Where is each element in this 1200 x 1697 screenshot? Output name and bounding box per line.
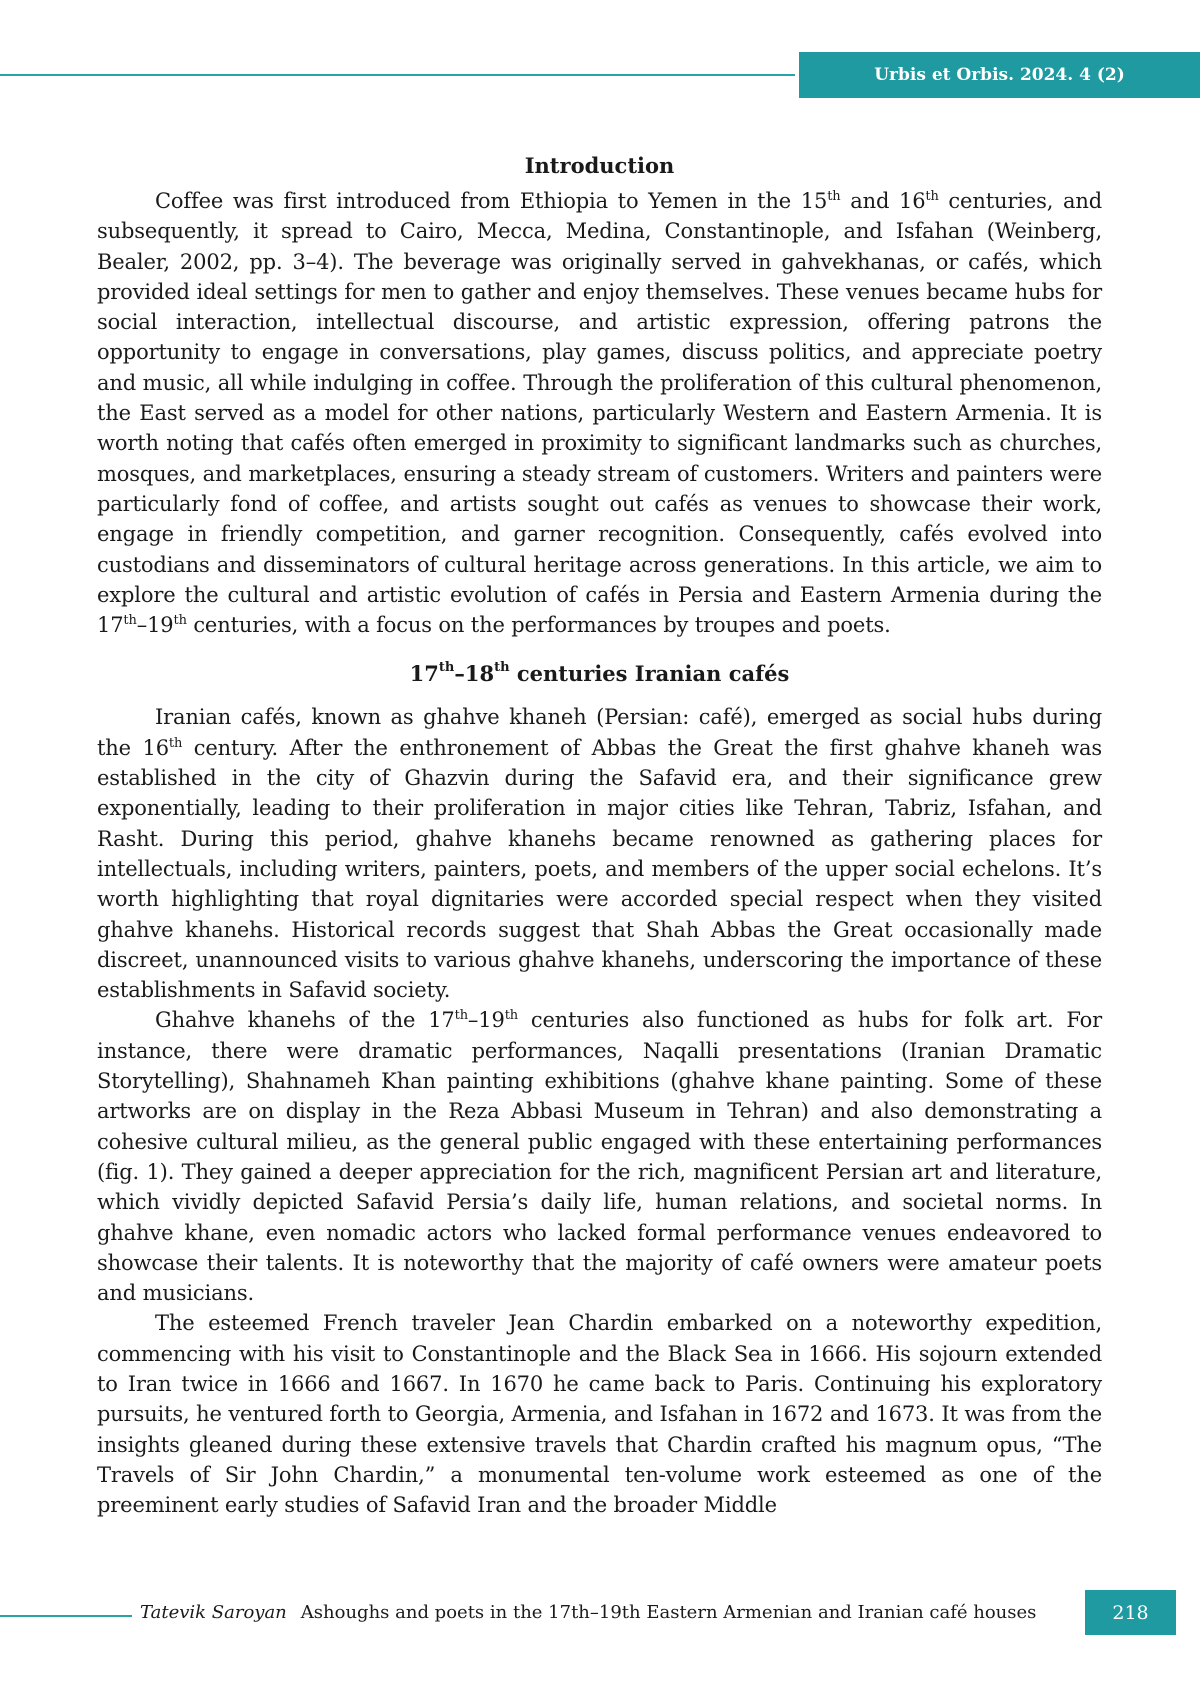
text-run: century. After the enthronement of Abbas the Great the first ghahve khaneh was established in the city of Ghazvin during the Safavid era, and their significance grew exponentially, leading to their proliferation in major cities like Tehran, Tabriz, Isfahan, and Rasht. During this period, ghahve khanehs became renowned as gathering places for intellectuals, including writers, painters, poets, and members of the upper social echelons. It’s worth highlighting that royal dignitaries were accorded special respect when they visited ghahve khanehs. Historical records suggest that Shah Abbas the Great occasionally made discreet, unannounced visits to various ghahve khanehs, underscoring the importance of these establishments in Safavid society.: [97, 735, 1102, 1003]
section-heading-iranian-cafes: [97, 658, 1102, 690]
superscript: th: [494, 660, 510, 676]
superscript: th: [168, 735, 183, 751]
text-run: The esteemed French traveler Jean Chardin embarked on a noteworthy expedition, commencing with his visit to Constantinople and the Black Sea in 1666. His sojourn extended to Iran twice in 1666 and 1667. In 1670 he came back to Paris. Continuing his exploratory pursuits, he ventured forth to Georgia, Armenia, and Isfahan in 1672 and 1673. It was from the insights gleaned during these extensive travels that Chardin crafted his magnum opus, “The Travels of Sir John Chardin,” a monumental ten-volume work esteemed as one of the preeminent early studies of Safavid Iran and the broader Middle: [97, 1311, 1102, 1518]
paragraph: [97, 702, 1102, 1005]
text-run: Coffee was first introduced from Ethiopia to Yemen in the 15: [155, 189, 828, 213]
article-body: [97, 150, 1102, 1520]
journal-title: Urbis et Orbis. 2024. 4 (2): [874, 65, 1125, 85]
header-rule: [0, 74, 795, 76]
superscript: th: [173, 613, 187, 629]
page-number-box: [1085, 1590, 1176, 1635]
footer-article-title: Ashoughs and poets in the 17th–19th Eastern Armenian and Iranian café houses: [300, 1602, 1037, 1623]
superscript: th: [123, 613, 137, 629]
heading-run: –18: [454, 661, 495, 687]
text-run: –19: [136, 613, 174, 638]
heading-run: 17: [409, 661, 439, 687]
heading-run: centuries Iranian cafés: [509, 661, 790, 687]
superscript: th: [925, 189, 939, 204]
running-footer: [140, 1602, 1062, 1623]
superscript: th: [454, 1008, 468, 1024]
paragraph: [97, 186, 1102, 640]
text-run: centuries, and subsequently, it spread to Cairo, Mecca, Medina, Constantinople, and Isfahan (Weinberg, Bealer, 2002, pp. 3–4). The beverage was originally served in gahvekhanas, or cafés, which provided ideal settings for men to gather and enjoy themselves. These venues became hubs for social interaction, intellectual discourse, and artistic expression, offering patrons the opportunity to engage in conversations, play games, discuss politics, and appreciate poetry and music, all while indulging in coffee. Through the proliferation of this cultural phenomenon, the East served as a model for other nations, particularly Western and Eastern Armenia. It is worth noting that cafés often emerged in proximity to significant landmarks such as churches, mosques, and marketplaces, ensuring a steady stream of customers. Writers and painters were particularly fond of coffee, and artists sought out cafés as venues to showcase their work, engage in friendly competition, and garner recognition. Consequently, cafés evolved into custodians and disseminators of cultural heritage across generations. In this article, we aim to explore the cultural and artistic evolution of cafés in Persia and Eastern Armenia during the 17: [97, 189, 1103, 638]
page-number: 218: [1112, 1601, 1149, 1624]
superscript: th: [827, 189, 841, 204]
footer-author: Tatevik Saroyan: [140, 1602, 287, 1623]
paragraph: [97, 1005, 1102, 1308]
superscript: th: [504, 1008, 518, 1024]
paragraph: [97, 1308, 1102, 1520]
text-run: centuries also functioned as hubs for folk art. For instance, there were dramatic performances, Naqalli presentations (Iranian Dramatic Storytelling), Shahnameh Khan painting exhibitions (ghahve khane painting. Some of these artworks are on display in the Reza Abbasi Museum in Tehran) and also demonstrating a cohesive cultural milieu, as the general public engaged with these entertaining performances (fig. 1). They gained a deeper appreciation for the rich, magnificent Persian art and literature, which vividly depicted Safavid Persia’s daily life, human relations, and societal norms. In ghahve khane, even nomadic actors who lacked formal performance venues endeavored to showcase their talents. It is noteworthy that the majority of café owners were amateur poets and musicians.: [97, 1008, 1102, 1306]
section-heading-introduction: Introduction: [524, 153, 675, 178]
text-run: and 16: [840, 189, 926, 213]
text-run: Iranian cafés, known as ghahve khaneh (Persian: café), emerged as social hubs during the 16: [97, 705, 1102, 760]
footer-rule: [0, 1615, 132, 1617]
journal-header: [799, 52, 1200, 98]
text-run: centuries, with a focus on the performances by troupes and poets.: [186, 613, 891, 638]
superscript: th: [438, 660, 455, 676]
text-run: Ghahve khanehs of the 17: [155, 1008, 455, 1033]
text-run: –19: [467, 1008, 505, 1033]
